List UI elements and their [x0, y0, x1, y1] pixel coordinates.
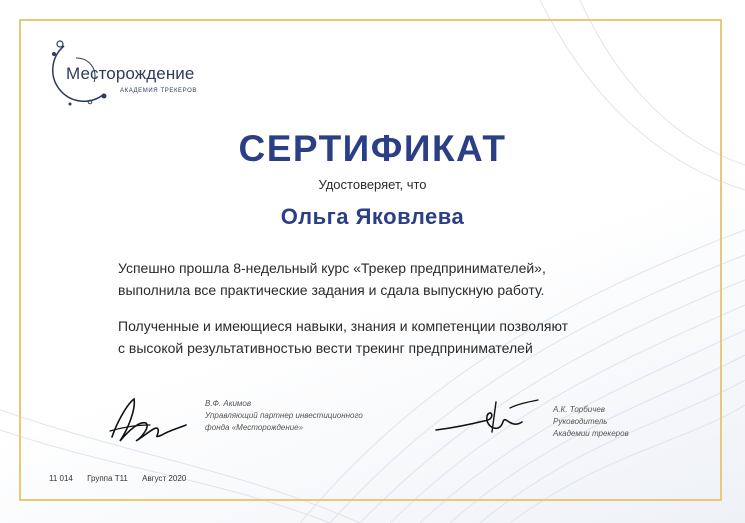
group-label: Группа Т11	[87, 474, 128, 483]
skills-paragraph	[118, 315, 658, 359]
signature-torbichev	[432, 398, 544, 438]
signatory-2	[553, 404, 703, 440]
skills-line-2: с высокой результативностью вести трекинг предпринимателей	[118, 340, 533, 356]
signatory-1-role-line-1: Управляющий партнер инвестиционного	[205, 411, 363, 420]
signatory-1-name: В.Ф. Акимов	[205, 399, 252, 408]
certificate-title: СЕРТИФИКАТ	[238, 128, 507, 169]
signature-akimov	[106, 395, 196, 447]
signatory-1-role-line-2: фонда «Месторождение»	[205, 423, 304, 432]
signatory-2-role-line-1: Руководитель	[553, 417, 608, 426]
skills-line-1: Полученные и имеющиеся навыки, знания и компетенции позволяют	[118, 318, 569, 334]
issue-date: Август 2020	[142, 474, 187, 483]
signatory-2-role-line-2: Академии трекеров	[553, 429, 629, 438]
signatory-1	[205, 398, 425, 434]
course-paragraph	[118, 257, 658, 301]
logo-subtitle: АКАДЕМИЯ ТРЕКЕРОВ	[120, 88, 197, 94]
certifies-text: Удостоверяет, что	[318, 177, 427, 192]
recipient-name: Ольга Яковлева	[280, 204, 465, 229]
signatory-2-name: А.К. Торбичев	[553, 405, 605, 414]
course-line-1: Успешно прошла 8-недельный курс «Трекер предпринимателей»,	[118, 260, 546, 276]
logo-name: Месторождение	[66, 64, 195, 83]
certificate-footer	[49, 474, 198, 483]
certificate-number: 11 014	[49, 474, 73, 483]
logo	[42, 36, 212, 116]
course-line-2: выполнила все практические задания и сдала выпускную работу.	[118, 282, 545, 298]
